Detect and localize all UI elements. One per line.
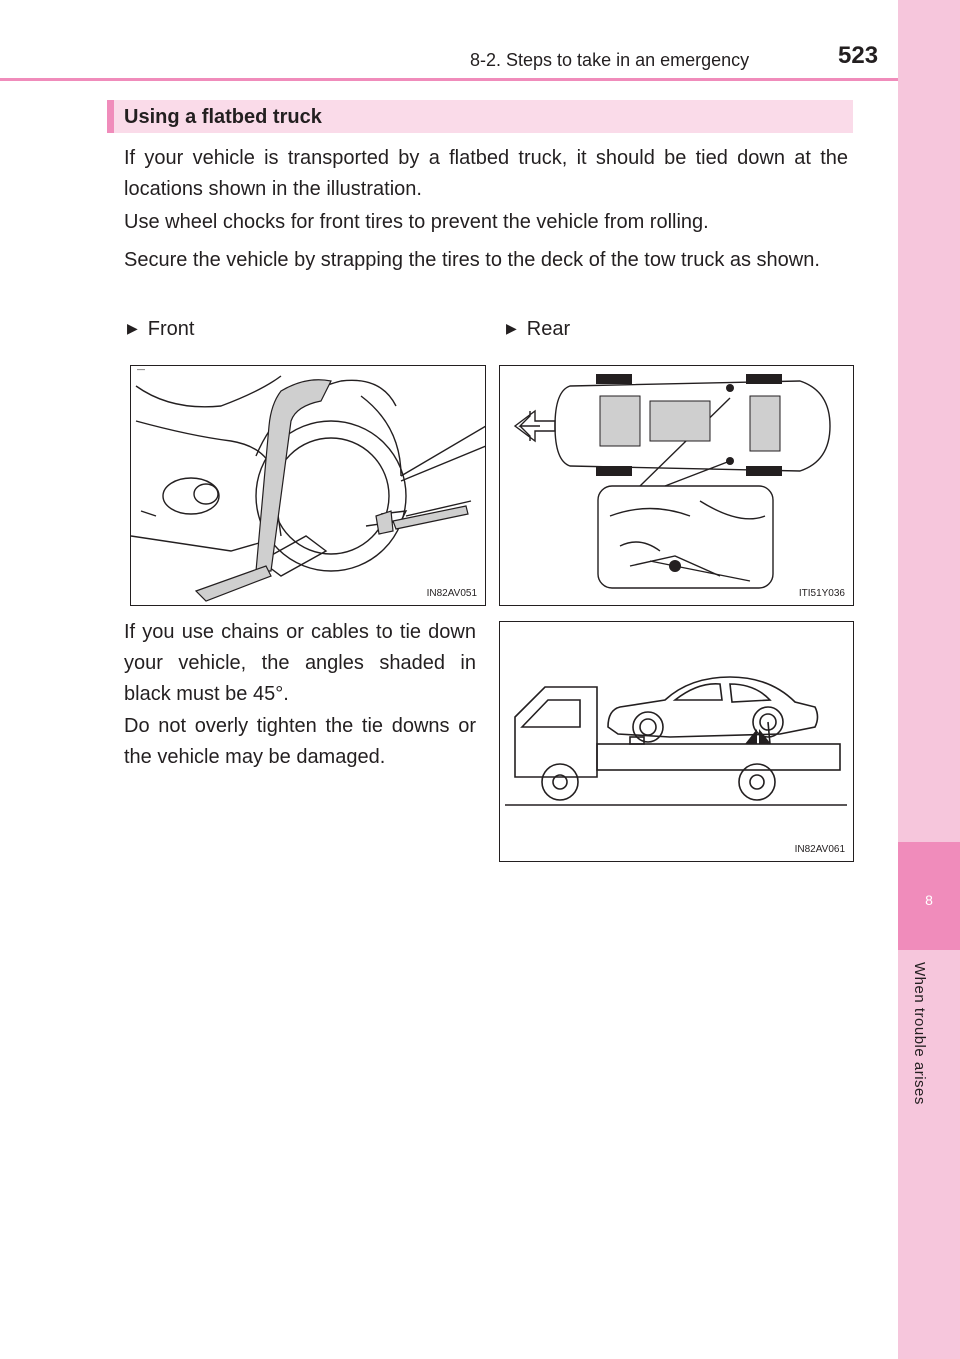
flatbed-truck-drawing	[500, 622, 854, 862]
note-chain-angle: If you use chains or cables to tie down your vehicle, the angles shaded in black must be 45°.	[124, 621, 476, 705]
rear-label	[506, 318, 570, 341]
chapter-number: 8	[925, 892, 933, 908]
paragraph-transport: If your vehicle is transported by a flatbed truck, it should be tied down at the locations shown in the illustration.	[124, 147, 848, 200]
triangle-bullet-icon: ▶	[506, 320, 517, 336]
page-number: 523	[838, 42, 879, 69]
header-divider	[0, 78, 898, 81]
front-figure-code: IN82AV051	[426, 588, 477, 599]
front-tie-down-illustration	[130, 365, 486, 606]
truck-figure-code: IN82AV061	[794, 844, 845, 855]
front-label-text: Front	[147, 318, 195, 340]
rear-figure-code: ITI51Y036	[798, 588, 845, 599]
chapter-title: When trouble arises	[911, 962, 928, 1105]
rear-tie-down-illustration	[499, 365, 854, 606]
rear-label-text: Rear	[526, 318, 571, 340]
paragraph-chocks: Use wheel chocks for front tires to prevent the vehicle from rolling.	[124, 211, 709, 233]
section-heading: Using a flatbed truck	[124, 106, 322, 128]
front-label	[127, 318, 194, 341]
flatbed-truck-illustration	[499, 621, 854, 862]
header-section-title: 8-2. Steps to take in an emergency	[470, 50, 750, 70]
note-tighten: Do not overly tighten the tie downs or the vehicle may be damaged.	[124, 715, 476, 768]
triangle-bullet-icon: ▶	[127, 320, 138, 336]
front-wheel-drawing	[131, 366, 486, 606]
svg-text:—: —	[137, 366, 145, 374]
paragraph-strapping: Secure the vehicle by strapping the tires to the deck of the tow truck as shown.	[124, 249, 820, 271]
underbody-drawing	[500, 366, 854, 606]
